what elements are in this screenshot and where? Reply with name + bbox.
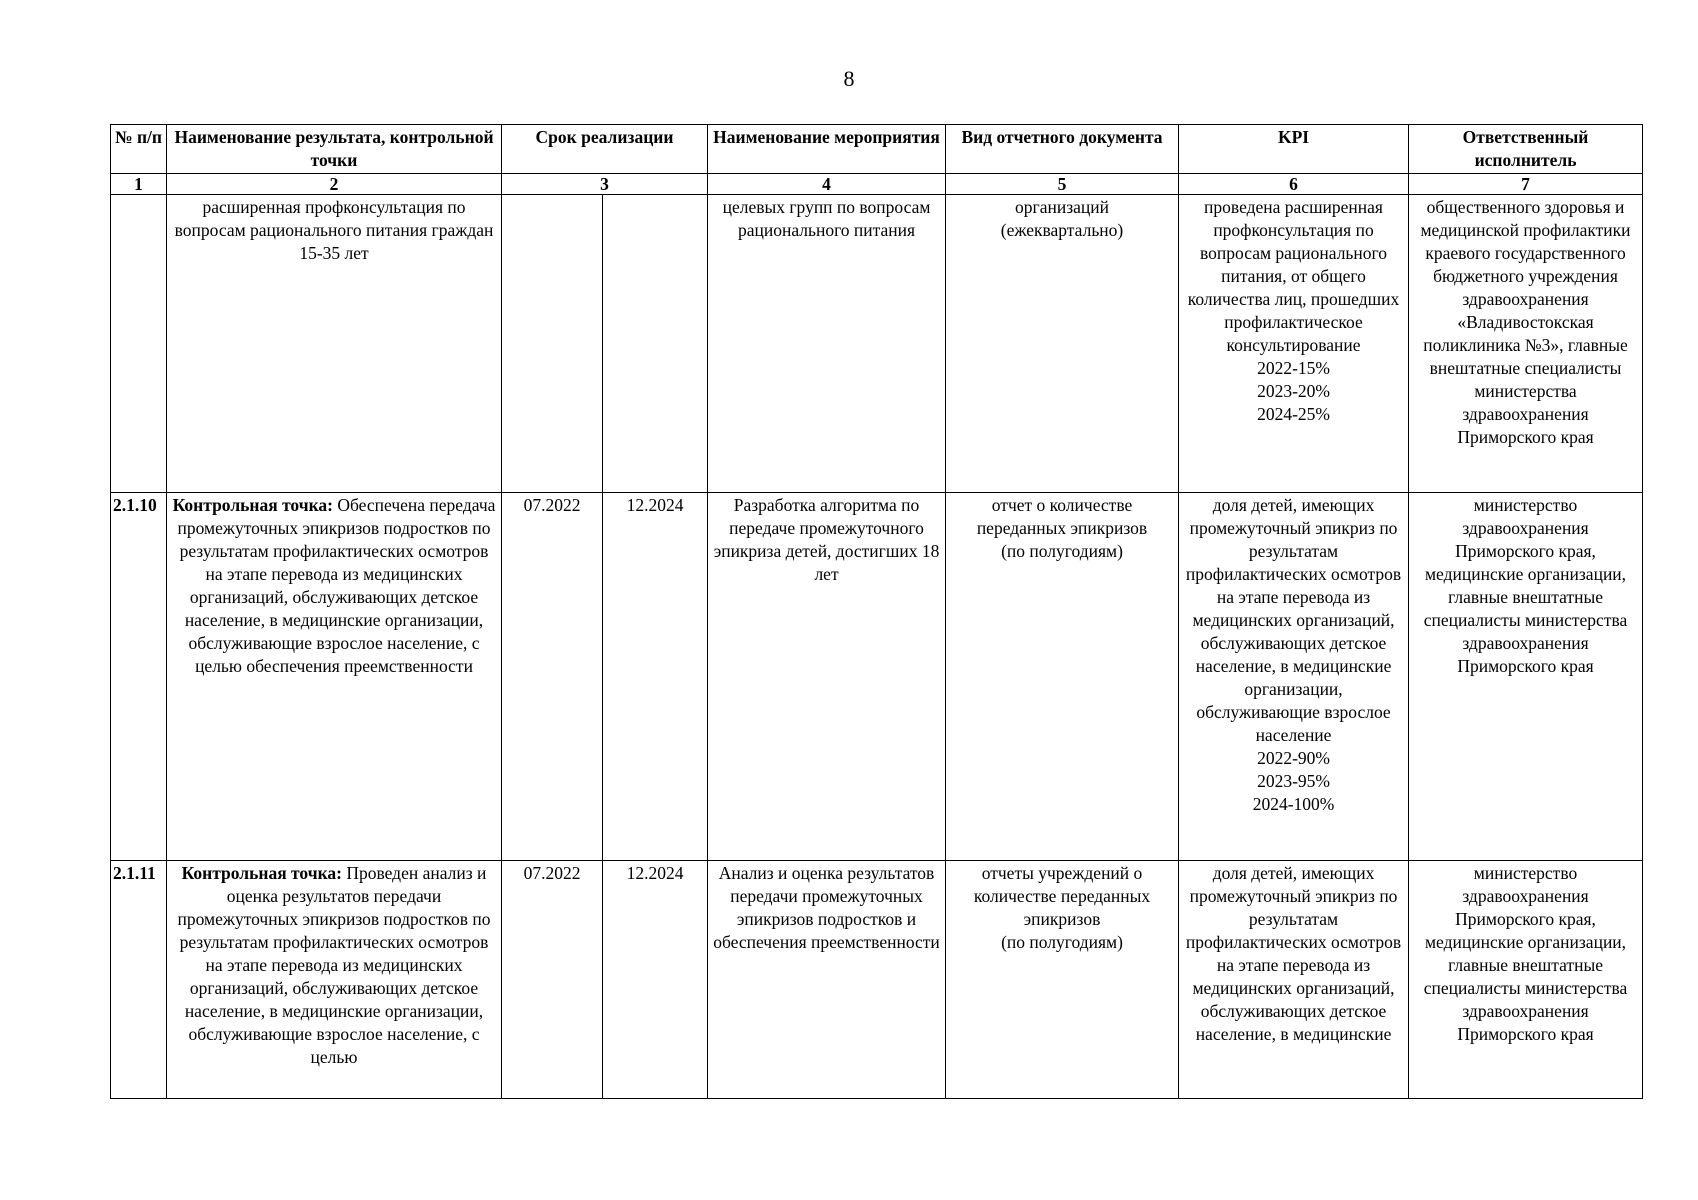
table-row xyxy=(111,493,1643,861)
table-row xyxy=(111,861,1643,1099)
plan-table xyxy=(110,124,1643,1099)
end-date xyxy=(603,195,708,493)
header-kpi: KPI xyxy=(1179,125,1409,174)
kpi-cell: доля детей, имеющих промежуточный эпикриз по результатам профилактических осмотров на этапе перевода из медицинских организаций, обслуживающих детское население, в медицинские xyxy=(1179,861,1409,1099)
header-row xyxy=(111,125,1643,174)
executor-cell: министерство здравоохранения Приморского края, медицинские организации, главные внештатные специалисты министерства здравоохранения Приморского края xyxy=(1409,861,1643,1099)
end-date: 12.2024 xyxy=(603,861,708,1099)
activity-cell: целевых групп по вопросам рационального питания xyxy=(708,195,946,493)
column-number: 3 xyxy=(502,174,708,195)
result-cell xyxy=(167,861,502,1099)
header-result: Наименование результата, контрольной точки xyxy=(167,125,502,174)
start-date xyxy=(502,195,603,493)
result-cell: расширенная профконсультация по вопросам рационального питания граждан 15-35 лет xyxy=(167,195,502,493)
row-number: 2.1.10 xyxy=(111,493,167,861)
start-date: 07.2022 xyxy=(502,493,603,861)
activity-cell: Анализ и оценка результатов передачи промежуточных эпикризов подростков и обеспечения преемственности xyxy=(708,861,946,1099)
report-cell: организаций (ежеквартально) xyxy=(946,195,1179,493)
column-number: 5 xyxy=(946,174,1179,195)
column-number-row xyxy=(111,174,1643,195)
row-number xyxy=(111,195,167,493)
control-point-label: Контрольная точка: xyxy=(172,495,333,515)
executor-cell: министерство здравоохранения Приморского края, медицинские организации, главные внештатные специалисты министерства здравоохранения Приморского края xyxy=(1409,493,1643,861)
start-date: 07.2022 xyxy=(502,861,603,1099)
row-number: 2.1.11 xyxy=(111,861,167,1099)
column-number: 6 xyxy=(1179,174,1409,195)
column-number: 1 xyxy=(111,174,167,195)
header-num: № п/п xyxy=(111,125,167,174)
header-period: Срок реализации xyxy=(502,125,708,174)
column-number: 4 xyxy=(708,174,946,195)
executor-cell: общественного здоровья и медицинской профилактики краевого государственного бюджетного учреждения здравоохранения «Владивостокская поликлиника №3», главные внештатные специалисты министерства здравоохранения Приморского края xyxy=(1409,195,1643,493)
column-number: 2 xyxy=(167,174,502,195)
header-executor: Ответственный исполнитель xyxy=(1409,125,1643,174)
end-date: 12.2024 xyxy=(603,493,708,861)
kpi-cell: доля детей, имеющих промежуточный эпикриз по результатам профилактических осмотров на этапе перевода из медицинских организаций, обслуживающих детское население, в медицинские организации, обслуживающие взрослое население 2022-90% 2023-95% 2024-100% xyxy=(1179,493,1409,861)
table-row xyxy=(111,195,1643,493)
column-number: 7 xyxy=(1409,174,1643,195)
header-report: Вид отчетного документа xyxy=(946,125,1179,174)
report-cell: отчет о количестве переданных эпикризов (по полугодиям) xyxy=(946,493,1179,861)
control-point-label: Контрольная точка: xyxy=(181,863,342,883)
result-text: Проведен анализ и оценка результатов передачи промежуточных эпикризов подростков по результатам профилактических осмотров на этапе перевода из медицинских организаций, обслуживающих детское население, в медицинские организации, обслуживающие взрослое население, с целью xyxy=(177,863,491,1067)
kpi-cell: проведена расширенная профконсультация по вопросам рационального питания, от общего количества лиц, прошедших профилактическое консультирование 2022-15% 2023-20% 2024-25% xyxy=(1179,195,1409,493)
report-cell: отчеты учреждений о количестве переданных эпикризов (по полугодиям) xyxy=(946,861,1179,1099)
activity-cell: Разработка алгоритма по передаче промежуточного эпикриза детей, достигших 18 лет xyxy=(708,493,946,861)
result-text: Обеспечена передача промежуточных эпикризов подростков по результатам профилактических осмотров на этапе перевода из медицинских организаций, обслуживающих детское население, в медицинские организации, обслуживающие взрослое население, с целью обеспечения преемственности xyxy=(177,495,496,676)
result-cell xyxy=(167,493,502,861)
header-activity: Наименование мероприятия xyxy=(708,125,946,174)
page-number: 8 xyxy=(843,66,855,91)
